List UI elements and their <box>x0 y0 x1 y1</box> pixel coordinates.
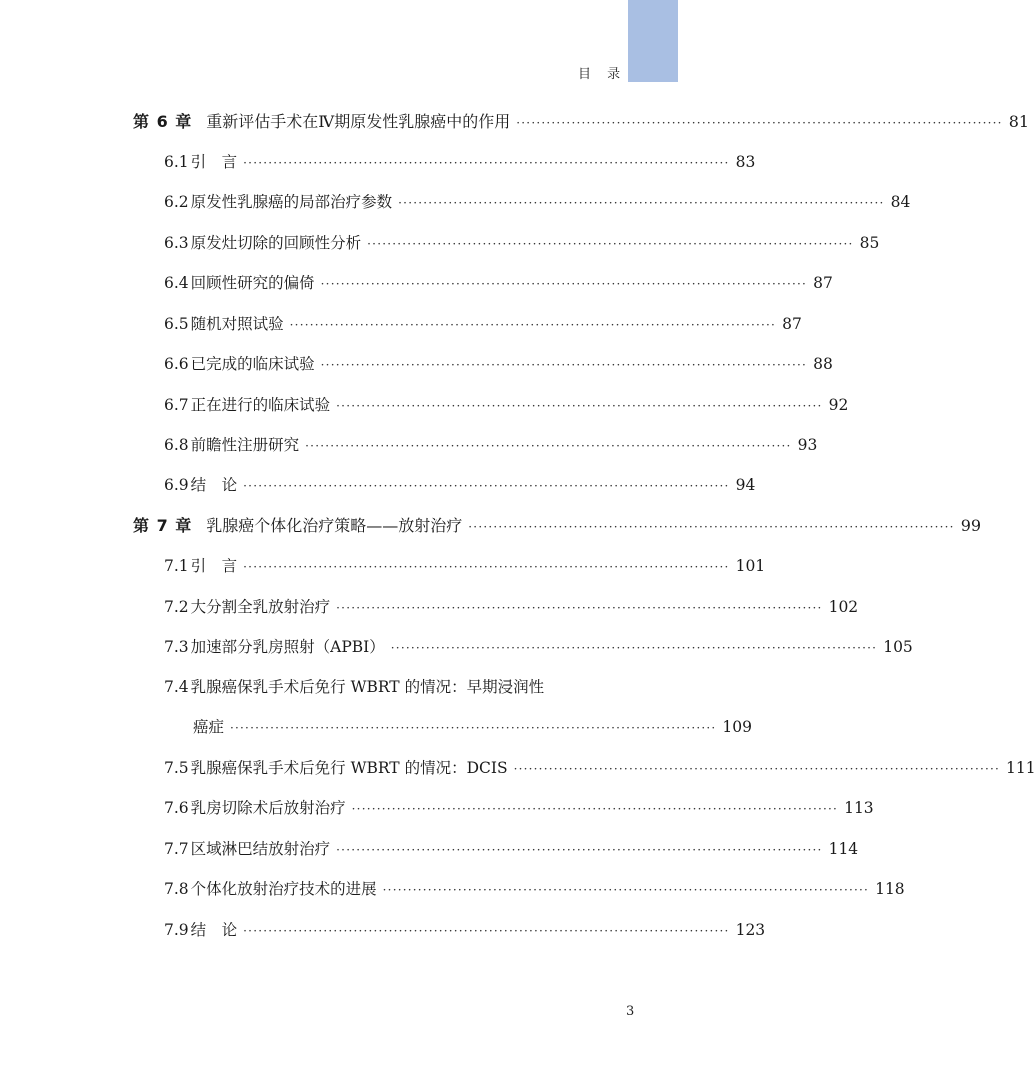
page-ref: 88 <box>813 355 833 373</box>
section-title: 已完成的临床试验 <box>190 355 315 373</box>
page-ref: 83 <box>735 153 756 171</box>
leader-dots: ································································································· <box>320 277 808 291</box>
toc-section-entry-continued[interactable] <box>0 714 753 740</box>
toc-section-entry[interactable] <box>0 351 833 377</box>
toc-section-entry[interactable] <box>0 876 905 902</box>
leader-dots: ································································································· <box>398 196 885 210</box>
section-title-continued: 癌症 <box>193 718 225 736</box>
section-number: 7.4 <box>164 678 189 696</box>
toc-section-entry[interactable] <box>0 836 859 862</box>
section-title: 原发性乳腺癌的局部治疗参数 <box>190 193 393 211</box>
page-ref: 113 <box>844 799 874 817</box>
section-number: 7.1 <box>164 557 189 575</box>
section-title: 正在进行的临床试验 <box>190 396 331 414</box>
section-number: 6.8 <box>164 436 189 454</box>
section-number: 6.9 <box>164 476 189 494</box>
leader-dots: ································································································· <box>243 479 730 493</box>
page-number: 3 <box>626 1004 635 1019</box>
section-title: 结 论 <box>190 476 238 494</box>
leader-dots: ································································································· <box>305 439 792 453</box>
chapter-title: 重新评估手术在Ⅳ期原发性乳腺癌中的作用 <box>206 112 511 131</box>
section-number: 7.7 <box>164 840 189 858</box>
page-ref: 105 <box>883 638 913 656</box>
section-number: 6.4 <box>164 274 189 292</box>
chapter-label: 第 7 章 <box>133 516 193 535</box>
toc-chapter-entry[interactable] <box>0 513 982 539</box>
toc-section-entry[interactable] <box>0 189 911 215</box>
leader-dots: ································································································· <box>390 641 878 655</box>
page-ref: 93 <box>797 436 818 454</box>
leader-dots: ································································································· <box>243 560 730 574</box>
leader-dots: ································································································· <box>336 843 823 857</box>
chapter-title: 乳腺癌个体化治疗策略——放射治疗 <box>206 516 463 535</box>
page-ref: 114 <box>828 840 859 858</box>
section-title: 结 论 <box>190 921 238 939</box>
page-ref: 87 <box>782 315 802 333</box>
leader-dots: ································································································· <box>516 116 1003 130</box>
page-ref: 111 <box>1006 759 1036 777</box>
page-ref: 92 <box>828 396 849 414</box>
chapter-label: 第 6 章 <box>133 112 193 131</box>
toc-section-entry[interactable] <box>0 674 730 700</box>
page-ref: 109 <box>722 718 753 736</box>
leader-dots: ································································································· <box>230 721 717 735</box>
section-number: 6.2 <box>164 193 189 211</box>
toc-section-entry[interactable] <box>0 270 833 296</box>
section-title: 大分割全乳放射治疗 <box>190 598 331 616</box>
section-number: 6.7 <box>164 396 189 414</box>
toc-section-entry[interactable] <box>0 392 849 418</box>
section-title: 乳腺癌保乳手术后免行 WBRT 的情况：早期浸润性 <box>190 678 545 696</box>
leader-dots: ································································································· <box>336 601 823 615</box>
section-number: 7.9 <box>164 921 189 939</box>
toc-section-entry[interactable] <box>0 917 766 943</box>
section-number: 6.6 <box>164 355 189 373</box>
page-ref: 101 <box>735 557 766 575</box>
page-ref: 94 <box>735 476 756 494</box>
section-title: 引 言 <box>190 557 238 575</box>
section-number: 7.6 <box>164 799 189 817</box>
toc-section-entry[interactable] <box>0 311 802 337</box>
page-ref: 87 <box>813 274 833 292</box>
leader-dots: ································································································· <box>289 318 777 332</box>
toc-section-entry[interactable] <box>0 634 913 660</box>
leader-dots: ································································································· <box>468 520 955 534</box>
running-header: 目 录 <box>578 67 627 82</box>
leader-dots: ································································································· <box>336 399 823 413</box>
page-ref: 99 <box>960 516 982 535</box>
section-number: 7.8 <box>164 880 189 898</box>
toc-section-entry[interactable] <box>0 472 756 498</box>
leader-dots: ································································································· <box>243 924 730 938</box>
page-ref: 123 <box>735 921 766 939</box>
section-title: 区域淋巴结放射治疗 <box>190 840 331 858</box>
section-number: 6.1 <box>164 153 189 171</box>
page-ref: 118 <box>875 880 905 898</box>
toc-section-entry[interactable] <box>0 149 756 175</box>
toc-section-entry[interactable] <box>0 230 880 256</box>
section-tab-marker <box>628 0 678 82</box>
leader-dots: ································································································· <box>351 802 839 816</box>
section-title: 个体化放射治疗技术的进展 <box>190 880 377 898</box>
toc-section-entry[interactable] <box>0 755 1036 781</box>
leader-dots: ································································································· <box>513 762 1001 776</box>
toc-section-entry[interactable] <box>0 795 874 821</box>
section-number: 7.2 <box>164 598 189 616</box>
section-title: 引 言 <box>190 153 238 171</box>
section-number: 7.5 <box>164 759 189 777</box>
section-title: 回顾性研究的偏倚 <box>190 274 315 292</box>
leader-dots: ································································································· <box>320 358 808 372</box>
section-number: 6.5 <box>164 315 189 333</box>
page-ref: 81 <box>1008 112 1030 131</box>
section-number: 7.3 <box>164 638 189 656</box>
leader-dots: ································································································· <box>382 883 870 897</box>
leader-dots: ································································································· <box>367 237 854 251</box>
section-title: 随机对照试验 <box>190 315 284 333</box>
leader-dots: ································································································· <box>243 156 730 170</box>
section-title: 加速部分乳房照射（APBI） <box>190 638 385 656</box>
toc-chapter-entry[interactable] <box>0 109 1030 135</box>
section-title: 原发灶切除的回顾性分析 <box>190 234 362 252</box>
section-number: 6.3 <box>164 234 189 252</box>
toc-section-entry[interactable] <box>0 594 859 620</box>
page-ref: 102 <box>828 598 859 616</box>
section-title: 乳房切除术后放射治疗 <box>190 799 346 817</box>
page-ref: 85 <box>859 234 880 252</box>
section-title: 乳腺癌保乳手术后免行 WBRT 的情况：DCIS <box>190 759 508 777</box>
toc-section-entry[interactable] <box>0 553 766 579</box>
toc-section-entry[interactable] <box>0 432 818 458</box>
page-ref: 84 <box>890 193 911 211</box>
section-title: 前瞻性注册研究 <box>190 436 300 454</box>
